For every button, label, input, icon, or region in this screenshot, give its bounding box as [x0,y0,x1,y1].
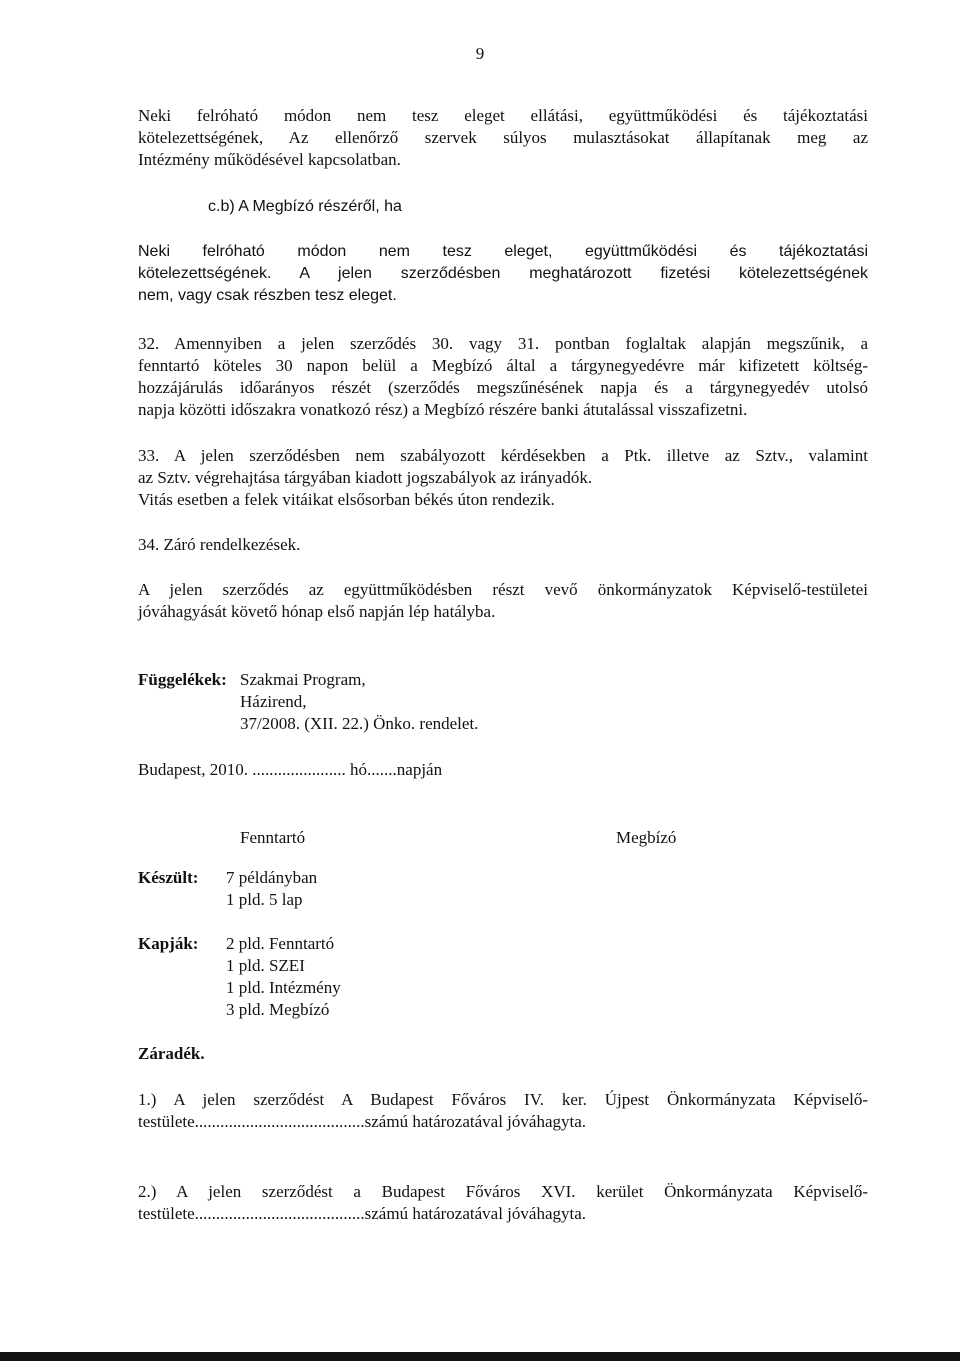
section-32 [138,333,868,421]
keszult-line: 7 példányban [226,868,318,887]
zaradek-heading: Záradék. [138,1044,205,1063]
zaradek-item-1 [138,1089,868,1133]
keszult-line: 1 pld. 5 lap [226,890,303,909]
paragraph-ellatasi [138,105,868,171]
kapjak-line: 2 pld. Fenntartó [226,934,335,953]
signature-megbizo: Megbízó [616,828,677,847]
date-line: Budapest, 2010. ...................... hó.......napján [138,760,443,779]
paragraph-line: 32. Amennyiben a jelen szerződés 30. vagy 31. pontban foglaltak alapján megszűnik, a [138,334,868,353]
paragraph-line: testülete........................................számú határozatával jóváhagyta. [138,1112,587,1131]
section-33 [138,445,868,511]
kapjak-line: 3 pld. Megbízó [226,1000,330,1019]
scan-edge-bar [0,1352,960,1361]
kapjak-label: Kapják: [138,934,199,953]
signature-fenntarto: Fenntartó [240,828,306,847]
keszult-label: Készült: [138,868,199,887]
paragraph-line: testülete........................................számú határozatával jóváhagyta. [138,1204,587,1223]
paragraph-line: Neki felróható módon nem tesz eleget ellátási, együttműködési és tájékoztatási [138,106,868,125]
page-number: 9 [475,44,485,63]
paragraph-megbizo [138,241,868,307]
paragraph-line: A jelen szerződés az együttműködésben részt vevő önkormányzatok Képviselő-testületei [138,580,868,599]
paragraph-line: 2.) A jelen szerződést a Budapest Főváros XVI. kerület Önkormányzata Képviselő- [138,1182,868,1201]
paragraph-line: fenntartó köteles 30 napon belül a Megbízó által a tárgynegyedévre már kifizetett költség- [138,356,868,375]
fuggelekek-item: Házirend, [240,692,307,711]
paragraph-line: kötelezettségének. A jelen szerződésben meghatározott fizetési kötelezettségének [138,265,868,282]
paragraph-line: 33. A jelen szerződésben nem szabályozott kérdésekben a Ptk. illetve az Sztv., valamint [138,446,868,465]
zaradek-item-2 [138,1181,868,1225]
paragraph-line: Neki felróható módon nem tesz eleget, együttműködési és tájékoztatási [138,243,868,260]
paragraph-line: napja közötti időszakra vonatkozó rész) a Megbízó részére banki átutalással visszafizetni. [138,400,748,419]
paragraph-line: nem, vagy csak részben tesz eleget. [138,287,397,304]
fuggelekek-item: 37/2008. (XII. 22.) Önko. rendelet. [240,714,479,733]
kapjak-line: 1 pld. Intézmény [226,978,341,997]
paragraph-line: hozzájárulás időarányos részét (szerződés megszűnésének napja és a tárgynegyedév utolsó [138,378,868,397]
paragraph-hatalyba [138,579,868,623]
cb-heading: c.b) A Megbízó részéről, ha [208,198,402,215]
fuggelekek-item: Szakmai Program, [240,670,366,689]
paragraph-line: Vitás esetben a felek vitáikat elsősorban békés úton rendezik. [138,490,555,509]
paragraph-line: az Sztv. végrehajtása tárgyában kiadott jogszabályok az irányadók. [138,468,593,487]
paragraph-line: kötelezettségének, Az ellenőrző szervek súlyos mulasztásokat állapítanak meg az [138,128,868,147]
paragraph-line: jóváhagyását követő hónap első napján lép hatályba. [138,602,496,621]
paragraph-line: Intézmény működésével kapcsolatban. [138,150,401,169]
fuggelekek-label: Függelékek: [138,670,227,689]
kapjak-line: 1 pld. SZEI [226,956,305,975]
section-34-heading: 34. Záró rendelkezések. [138,535,301,554]
paragraph-line: 1.) A jelen szerződést A Budapest Főváros IV. ker. Újpest Önkormányzata Képviselő- [138,1090,868,1109]
